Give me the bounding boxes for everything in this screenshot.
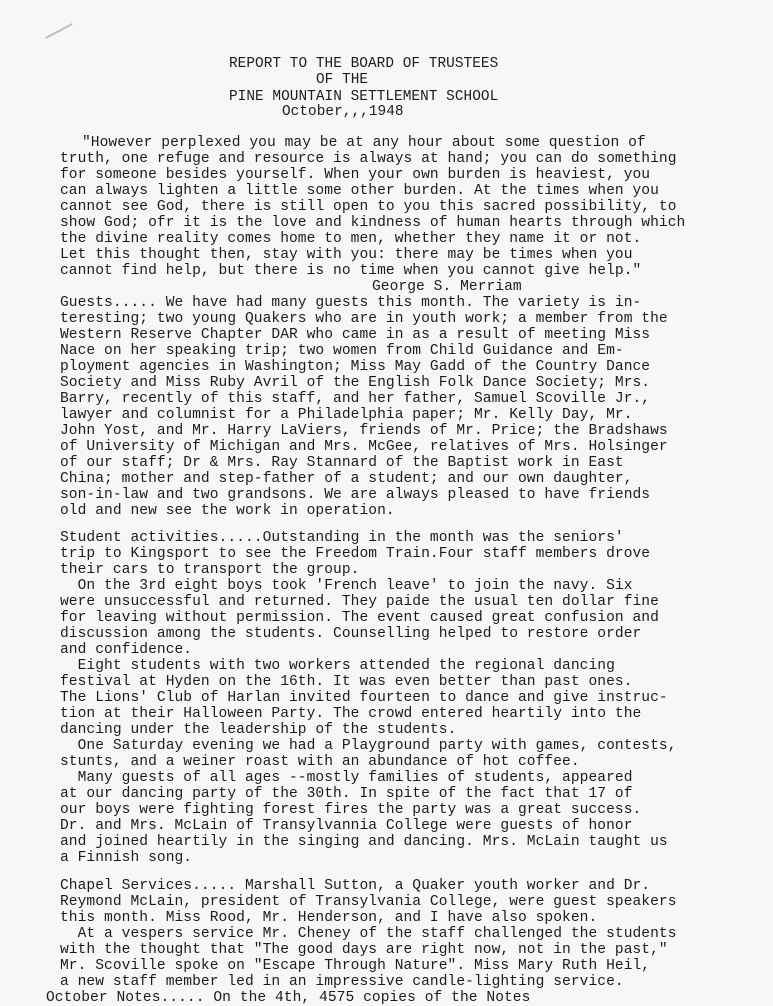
guests-line: teresting; two young Quakers who are in youth work; a member from the bbox=[60, 311, 668, 327]
guests-line: Nace on her speaking trip; two women from Child Guidance and Em- bbox=[60, 343, 624, 359]
activities-line: our boys were fighting forest fires the party was a great success. bbox=[60, 802, 642, 818]
activities-line: Eight students with two workers attended the regional dancing bbox=[60, 658, 615, 674]
activities-line: were unsuccessful and returned. They paide the usual ten dollar fine bbox=[60, 594, 659, 610]
activities-line: On the 3rd eight boys took 'French leave' to join the navy. Six bbox=[60, 578, 633, 594]
activities-line: for leaving without permission. The event caused great confusion and bbox=[60, 610, 659, 626]
guests-line: Barry, recently of this staff, and her father, Samuel Scoville Jr., bbox=[60, 391, 651, 407]
activities-line: The Lions' Club of Harlan invited fourteen to dance and give instruc- bbox=[60, 690, 668, 706]
chapel-line: Chapel Services..... Marshall Sutton, a Quaker youth worker and Dr. bbox=[60, 878, 651, 894]
guests-line: old and new see the work in operation. bbox=[60, 503, 395, 519]
quote-line: truth, one refuge and resource is always at hand; you can do something bbox=[60, 151, 677, 167]
quote-line: can always lighten a little some other burden. At the times when you bbox=[60, 183, 659, 199]
activities-line: stunts, and a weiner roast with an abundance of hot coffee. bbox=[60, 754, 580, 770]
activities-line: tion at their Halloween Party. The crowd entered heartily into the bbox=[60, 706, 642, 722]
header-title: REPORT TO THE BOARD OF TRUSTEES bbox=[229, 56, 499, 72]
guests-line: lawyer and columnist for a Philadelphia paper; Mr. Kelly Day, Mr. bbox=[60, 407, 633, 423]
activities-line: One Saturday evening we had a Playground party with games, contests, bbox=[60, 738, 677, 754]
guests-line: of our staff; Dr & Mrs. Ray Stannard of the Baptist work in East bbox=[60, 455, 624, 471]
activities-line: trip to Kingsport to see the Freedom Train.Four staff members drove bbox=[60, 546, 651, 562]
guests-line: Western Reserve Chapter DAR who came in as a result of meeting Miss bbox=[60, 327, 651, 343]
header-of-the: OF THE bbox=[316, 72, 369, 88]
paper-fold-mark bbox=[45, 23, 72, 39]
quote-attribution: George S. Merriam bbox=[372, 279, 522, 295]
guests-line: Society and Miss Ruby Avril of the English Folk Dance Society; Mrs. bbox=[60, 375, 651, 391]
activities-line: Dr. and Mrs. McLain of Transylvannia College were guests of honor bbox=[60, 818, 633, 834]
chapel-line: this month. Miss Rood, Mr. Henderson, and I have also spoken. bbox=[60, 910, 598, 926]
chapel-line: Mr. Scoville spoke on "Escape Through Nature". Miss Mary Ruth Heil, bbox=[60, 958, 651, 974]
activities-line: and joined heartily in the singing and dancing. Mrs. McLain taught us bbox=[60, 834, 668, 850]
guests-line: China; mother and step-father of a student; and our own daughter, bbox=[60, 471, 633, 487]
quote-line: cannot see God, there is still open to you this sacred possibility, to bbox=[60, 199, 677, 215]
activities-line: Student activities.....Outstanding in the month was the seniors' bbox=[60, 530, 624, 546]
guests-line: son-in-law and two grandsons. We are always pleased to have friends bbox=[60, 487, 651, 503]
chapel-line: Reymond McLain, president of Transylvania College, were guest speakers bbox=[60, 894, 677, 910]
quote-line: cannot find help, but there is no time when you cannot give help." bbox=[60, 263, 642, 279]
quote-line: show God; ofr it is the love and kindness of human hearts through which bbox=[60, 215, 686, 231]
activities-line: discussion among the students. Counselling helped to restore order bbox=[60, 626, 642, 642]
quote-line: the divine reality comes home to men, whether they name it or not. bbox=[60, 231, 642, 247]
chapel-line: At a vespers service Mr. Cheney of the staff challenged the students bbox=[60, 926, 677, 942]
guests-line: John Yost, and Mr. Harry LaViers, friends of Mr. Price; the Bradshaws bbox=[60, 423, 668, 439]
guests-line: of University of Michigan and Mrs. McGee, relatives of Mrs. Holsinger bbox=[60, 439, 668, 455]
guests-line: ployment agencies in Washington; Miss May Gadd of the Country Dance bbox=[60, 359, 651, 375]
chapel-line: with the thought that "The good days are right now, not in the past," bbox=[60, 942, 668, 958]
quote-line: for someone besides yourself. When your own burden is heaviest, you bbox=[60, 167, 651, 183]
guests-line: Guests..... We have had many guests this month. The variety is in- bbox=[60, 295, 642, 311]
quote-line: Let this thought then, stay with you: there may be times when you bbox=[60, 247, 633, 263]
activities-line: Many guests of all ages --mostly families of students, appeared bbox=[60, 770, 633, 786]
activities-line: festival at Hyden on the 16th. It was even better than past ones. bbox=[60, 674, 633, 690]
activities-line: and confidence. bbox=[60, 642, 193, 658]
activities-line: dancing under the leadership of the students. bbox=[60, 722, 457, 738]
quote-line: "However perplexed you may be at any hour about some question of bbox=[82, 135, 646, 151]
october-notes-line: October Notes..... On the 4th, 4575 copies of the Notes bbox=[46, 990, 531, 1006]
header-date: October,,,1948 bbox=[282, 104, 404, 120]
activities-line: a Finnish song. bbox=[60, 850, 193, 866]
activities-line: at our dancing party of the 30th. In spite of the fact that 17 of bbox=[60, 786, 633, 802]
chapel-line: a new staff member led in an impressive candle-lighting service. bbox=[60, 974, 624, 990]
activities-line: their cars to transport the group. bbox=[60, 562, 360, 578]
header-school-name: PINE MOUNTAIN SETTLEMENT SCHOOL bbox=[229, 89, 499, 105]
